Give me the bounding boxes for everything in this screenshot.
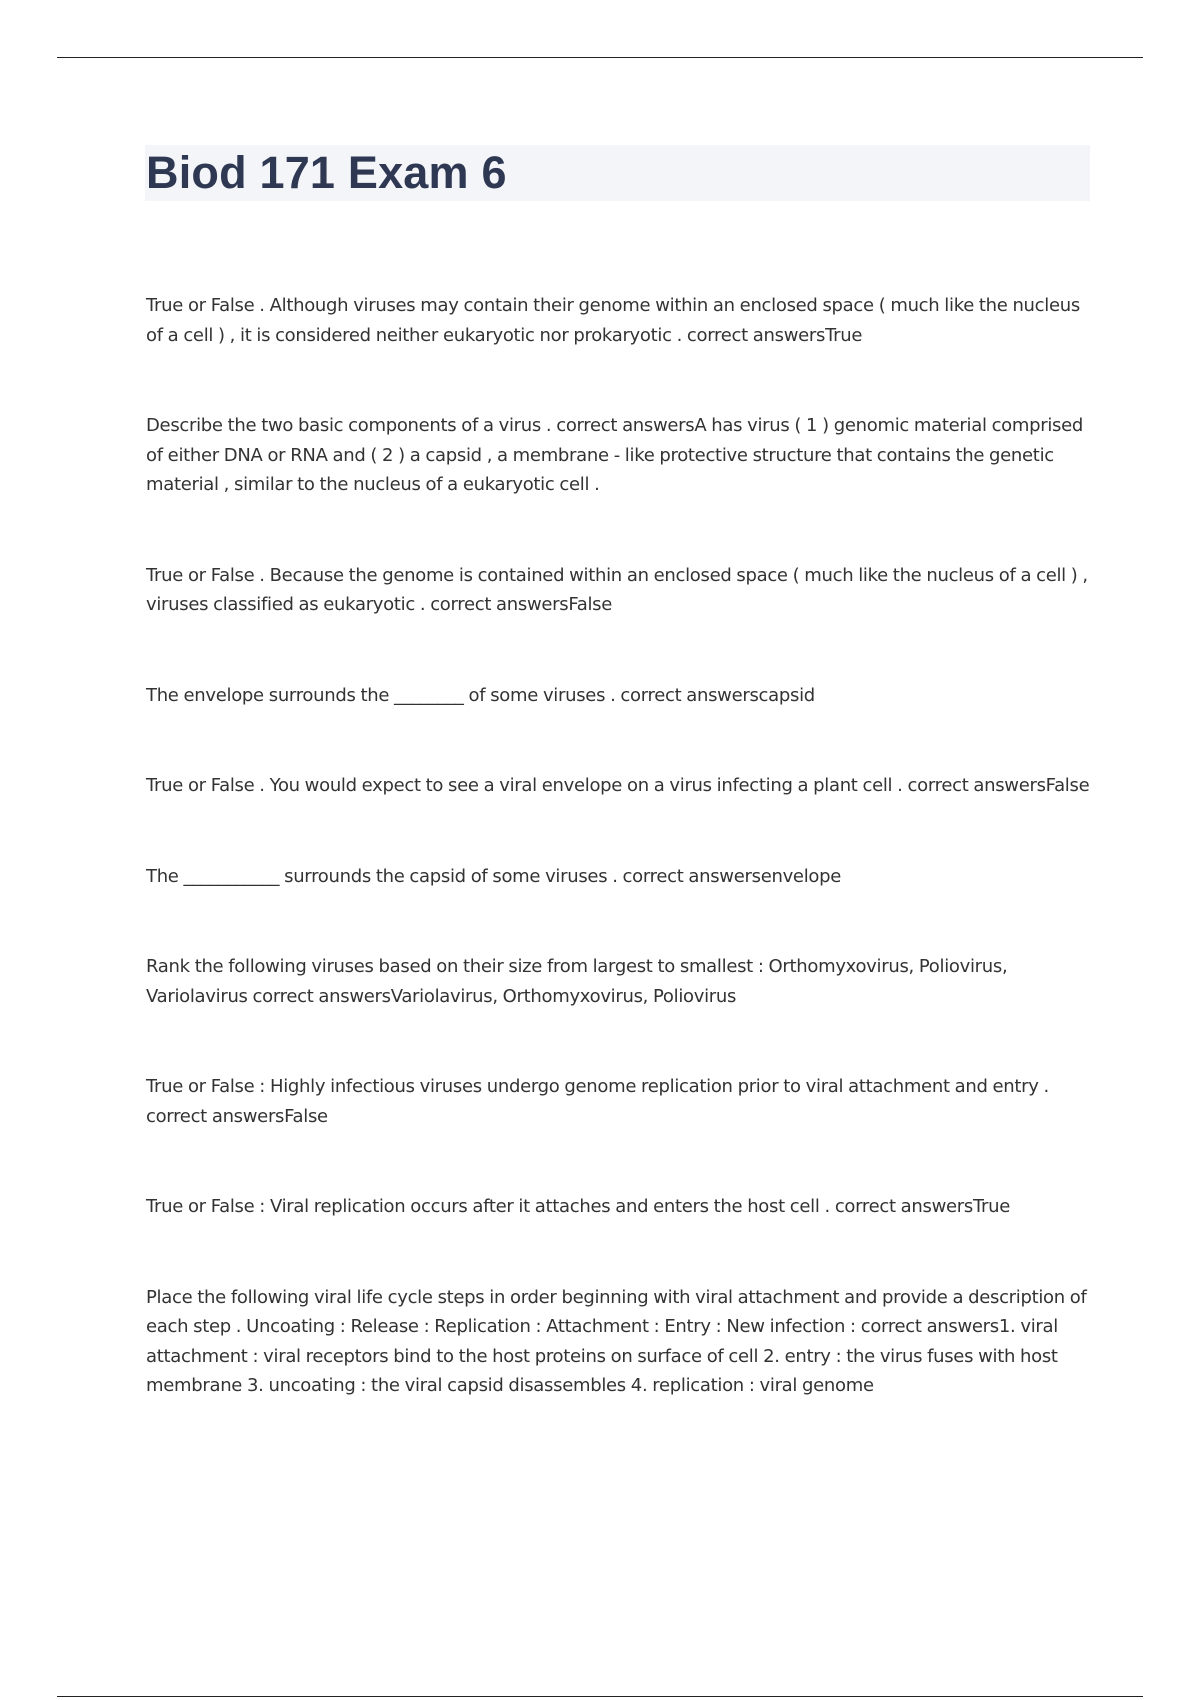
question-text: True or False . Although viruses may contain their genome within an enclosed space ( much like the nucleus of a cell ) , it is considered neither eukaryotic nor prokaryotic . correct answers <box>146 295 1080 346</box>
answer-text: True <box>825 324 863 346</box>
question-text: Place the following viral life cycle steps in order beginning with viral attachment and provide a description of each step . Uncoating : Release : Replication : Attachment : Entry : New infection : correct answers <box>146 1286 1087 1337</box>
answer-text: A has virus ( 1 ) genomic material comprised of either DNA or RNA and ( 2 ) a capsid , a membrane - like protective structure that contains the genetic material , similar to the nucleus of a eukaryotic cell . <box>146 415 1084 495</box>
answer-text: False <box>1045 775 1090 796</box>
answer-text: False <box>568 594 613 615</box>
question-text: The envelope surrounds the ________ of some viruses . correct answers <box>146 684 759 706</box>
answer-text: capsid <box>758 684 815 706</box>
answer-text: envelope <box>760 865 842 887</box>
qa-list <box>146 291 1091 1401</box>
qa-entry-6 <box>146 862 1091 892</box>
question-text: Describe the two basic components of a virus . correct answers <box>146 415 695 436</box>
top-divider <box>57 57 1143 58</box>
question-text: True or False : Highly infectious viruses undergo genome replication prior to viral attachment and entry . correct answers <box>146 1076 1049 1127</box>
qa-entry-9 <box>146 1192 1091 1222</box>
qa-entry-10 <box>146 1283 1091 1401</box>
qa-entry-1 <box>146 291 1091 350</box>
answer-text: True <box>972 1196 1011 1217</box>
qa-entry-2 <box>146 411 1091 500</box>
answer-text: Variolavirus, Orthomyxovirus, Poliovirus <box>390 985 737 1007</box>
qa-entry-4 <box>146 681 1091 711</box>
qa-entry-7 <box>146 952 1091 1011</box>
question-text: True or False . Because the genome is contained within an enclosed space ( much like the nucleus of a cell ) , viruses classified as eukaryotic . correct answers <box>146 564 1088 615</box>
question-text: Rank the following viruses based on their size from largest to smallest : Orthomyxovirus, Poliovirus, Variolavirus correct answers <box>146 956 1008 1007</box>
answer-text: False <box>284 1105 328 1127</box>
answer-text: 1. viral attachment : viral receptors bind to the host proteins on surface of cell 2. entry : the virus fuses with host membrane 3. uncoating : the viral capsid disassembles 4. replication : viral genome <box>146 1316 1058 1396</box>
page-title: Biod 171 Exam 6 <box>146 147 507 198</box>
question-text: The ___________ surrounds the capsid of some viruses . correct answers <box>146 865 761 887</box>
question-text: True or False : Viral replication occurs after it attaches and enters the host cell . correct answers <box>146 1196 973 1217</box>
qa-entry-8 <box>146 1072 1091 1131</box>
bottom-divider <box>57 1696 1143 1697</box>
qa-entry-5 <box>146 771 1091 801</box>
qa-entry-3 <box>146 561 1091 620</box>
question-text: True or False . You would expect to see a viral envelope on a virus infecting a plant cell . correct answers <box>146 775 1046 796</box>
